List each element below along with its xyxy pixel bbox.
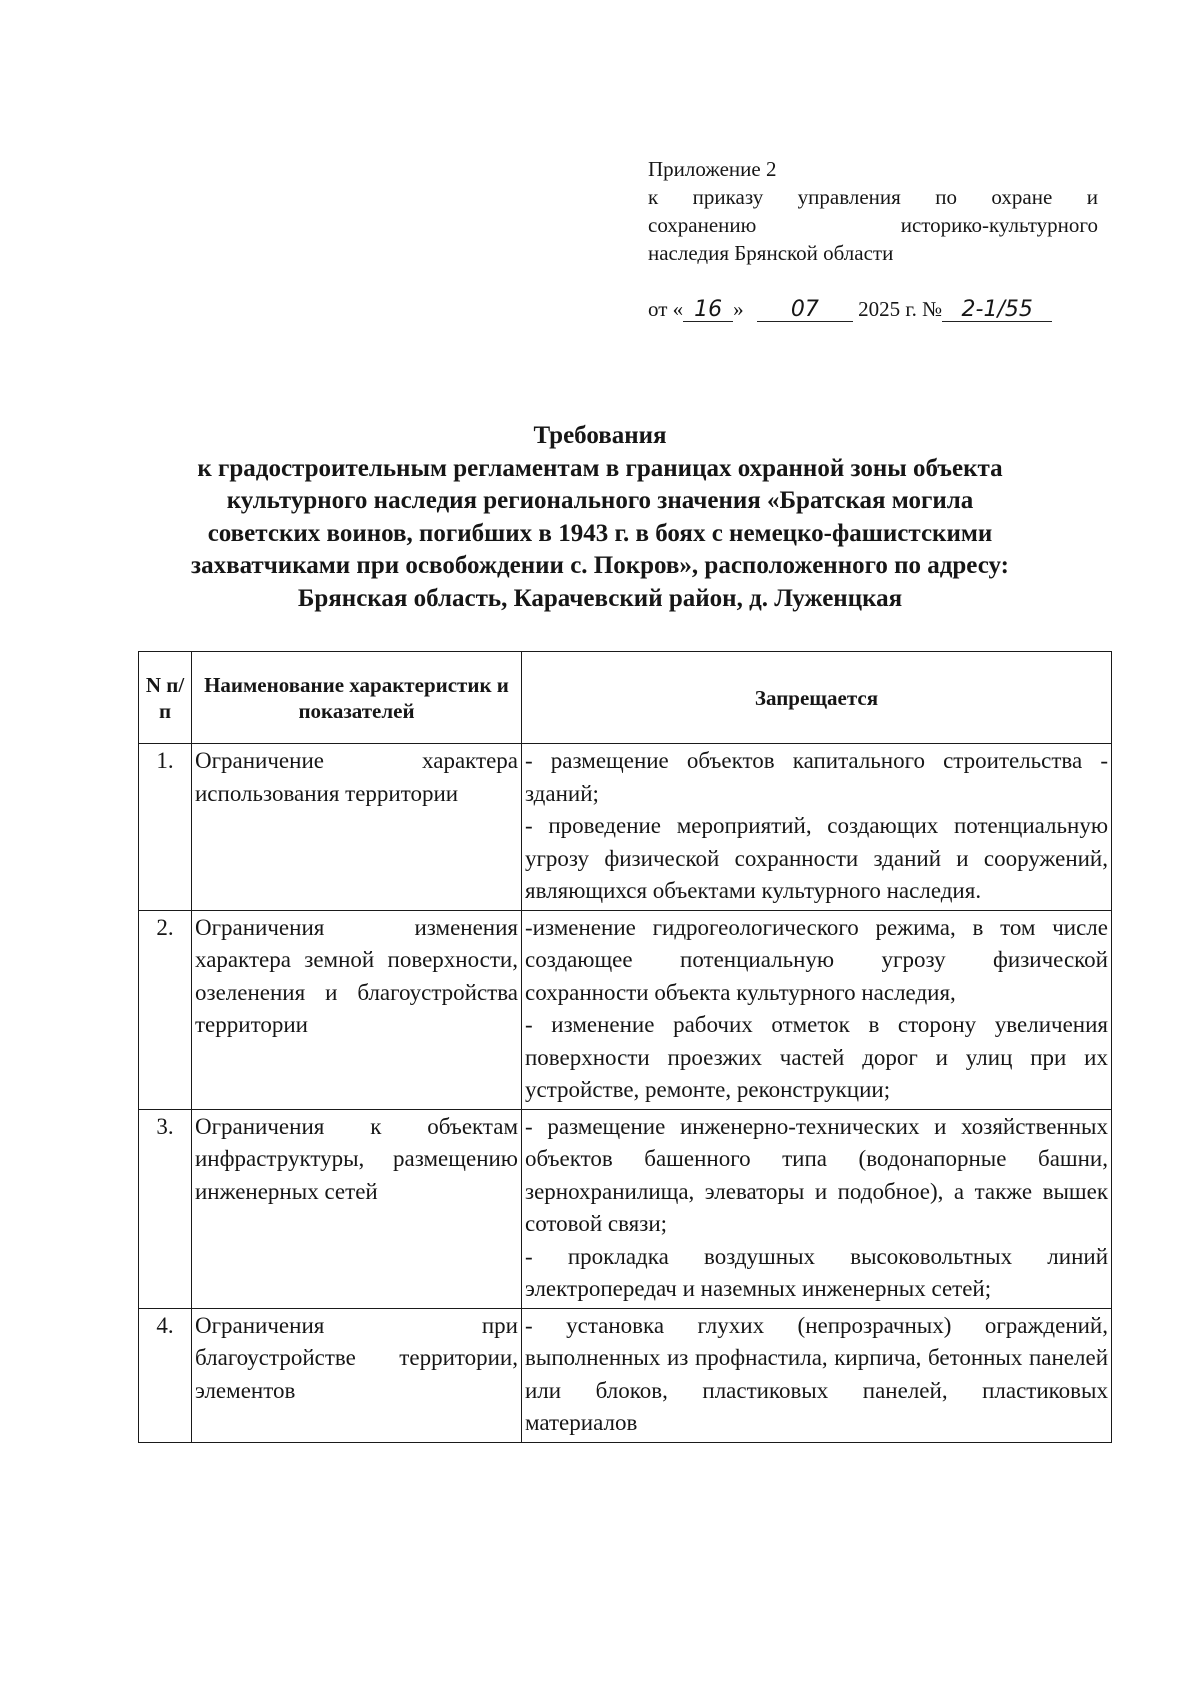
title-line: советских воинов, погибших в 1943 г. в боях с немецко-фашистскими [207, 519, 993, 547]
row-prohibited: - размещение объектов капитального строительства - зданий; - проведение мероприятий, создающих потенциальную угрозу физической сохранности зданий и сооружений, являющихся объектами культурного наследия. [522, 744, 1112, 911]
row-characteristic: Ограничение характера использования территории [192, 744, 522, 911]
title-line: Требования [533, 422, 667, 449]
row-number: 3. [139, 1109, 192, 1308]
row-prohibited: - установка глухих (непрозрачных) ограждений, выполненных из профнастила, кирпича, бетонных панелей или блоков, пластиковых панелей, пластиковых материалов [522, 1308, 1112, 1442]
row-number: 4. [139, 1308, 192, 1442]
row-prohibited: - размещение инженерно-технических и хозяйственных объектов башенного типа (водонапорные башни, зернохранилища, элеваторы и подобное), а также вышек сотовой связи; - прокладка воздушных высоковольтных линий электропередач и наземных инженерных сетей; [522, 1109, 1112, 1308]
row-characteristic: Ограничения изменения характера земной поверхности, озеленения и благоустройства территории [192, 910, 522, 1109]
date-prefix: от « [648, 297, 684, 321]
date-year: 2025 г. № [858, 297, 943, 321]
handwritten-month: 07 [757, 299, 853, 322]
table-row [139, 910, 1112, 1109]
annex-title: Приложение 2 [648, 157, 777, 181]
requirements-table [138, 651, 1112, 1443]
row-number: 2. [139, 910, 192, 1109]
table-header-row [139, 652, 1112, 744]
row-characteristic: Ограничения к объектам инфраструктуры, размещению инженерных сетей [192, 1109, 522, 1308]
title-line: к градостроительным регламентам в границах охранной зоны объекта [197, 454, 1003, 482]
row-number: 1. [139, 744, 192, 911]
header-number: N п/п [139, 652, 192, 744]
date-mid: » [733, 297, 744, 321]
order-date-line [648, 295, 1118, 323]
title-line: культурного наследия регионального значения «Братская могила [226, 487, 974, 514]
table-row [139, 1308, 1112, 1442]
annex-line-order: к приказу управления по охране и [648, 185, 1098, 209]
title-line: захватчиками при освобождении с. Покров», расположенного по адресу: [191, 552, 1009, 579]
header-characteristics: Наименование характеристик и показателей [192, 652, 522, 744]
table-row [139, 1109, 1112, 1308]
header-prohibited: Запрещается [522, 652, 1112, 744]
table-row [139, 744, 1112, 911]
annex-line-region: наследия Брянской области [648, 241, 894, 265]
handwritten-day: 16 [683, 299, 733, 322]
row-characteristic: Ограничения при благоустройстве территории, элементов [192, 1308, 522, 1442]
row-prohibited: -изменение гидрогеологического режима, в том числе создающее потенциальную угрозу физической сохранности объекта культурного наследия, - изменение рабочих отметок в сторону увеличения поверхности проезжих частей дорог и улиц при их устройстве, ремонте, реконструкции; [522, 910, 1112, 1109]
annex-header [648, 155, 1098, 267]
annex-line-authority: сохранению историко-культурного [648, 213, 1098, 237]
title-line: Брянская область, Карачевский район, д. Луженцкая [297, 584, 903, 612]
document-title [150, 420, 1050, 615]
handwritten-order-number: 2-1/55 [942, 299, 1052, 322]
